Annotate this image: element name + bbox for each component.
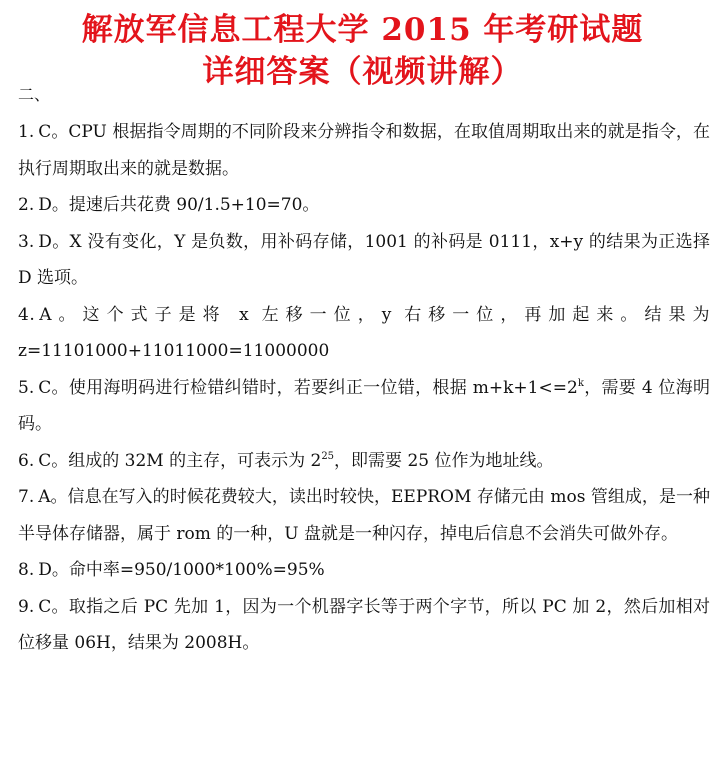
answer-item-7 <box>18 479 710 552</box>
answer-number: 1. <box>18 122 35 142</box>
answer-item-5 <box>18 370 710 443</box>
answer-text: C。使用海明码进行检错纠错时，若要纠正一位错，根据 m+k+1<=2 <box>38 377 578 398</box>
answer-number: 2. <box>18 195 35 215</box>
answer-text-after: ，即需要 25 位作为地址线。 <box>334 450 554 471</box>
answer-item-8 <box>18 552 710 589</box>
answer-text: C。CPU 根据指令周期的不同阶段来分辨指令和数据，在取值周期取出来的就是指令，在执行周期取出来的就是数据。 <box>18 122 710 179</box>
answer-item-2 <box>18 187 710 224</box>
answer-text: C。取指之后 PC 先加 1，因为一个机器字长等于两个字节，所以 PC 加 2，然后加相对位移量 06H，结果为 2008H。 <box>18 596 710 653</box>
answer-number: 5. <box>18 377 35 398</box>
answer-number: 7. <box>18 487 35 507</box>
answer-number: 3. <box>18 231 35 252</box>
answer-number: 6. <box>18 450 35 471</box>
answer-number: 8. <box>18 560 35 580</box>
answer-text: A。这个式子是将 x 左移一位，y 右移一位，再加起来。结果为 <box>39 304 710 325</box>
answer-item-3 <box>18 224 710 297</box>
answer-number: 4. <box>18 304 36 325</box>
answer-text: C。组成的 32M 的主存，可表示为 2 <box>38 450 322 471</box>
answer-formula: z=11101000+11011000=11000000 <box>18 341 330 361</box>
answer-item-4 <box>18 297 710 334</box>
answer-item-6 <box>18 443 710 480</box>
answer-superscript: k <box>577 377 584 389</box>
page-title: 解放军信息工程大学 2015 年考研试题 <box>81 12 644 48</box>
answer-item-4-continued <box>18 333 710 370</box>
answer-superscript: 25 <box>321 450 335 462</box>
answer-text: D。提速后共花费 90/1.5+10=70。 <box>38 195 320 215</box>
answer-list <box>18 114 710 662</box>
answer-text-after: ，需要 4 位海明码。 <box>18 377 710 434</box>
answer-number: 9. <box>18 596 35 617</box>
answer-item-1 <box>18 114 710 187</box>
answer-text: D。命中率=950/1000*100%=95% <box>38 560 325 580</box>
section-heading: 二、 <box>18 85 51 104</box>
answer-text: D。X 没有变化，Y 是负数，用补码存储，1001 的补码是 0111，x+y 的结果为正选择 D 选项。 <box>18 231 710 288</box>
answer-item-9 <box>18 589 710 662</box>
answer-text: A。信息在写入的时候花费较大，读出时较快，EEPROM 存储元由 mos 管组成，是一种半导体存储器，属于 rom 的一种，U 盘就是一种闪存，掉电后信息不会消失可做外存。 <box>18 487 710 544</box>
page-subtitle: 详细答案（视频讲解） <box>202 54 523 90</box>
